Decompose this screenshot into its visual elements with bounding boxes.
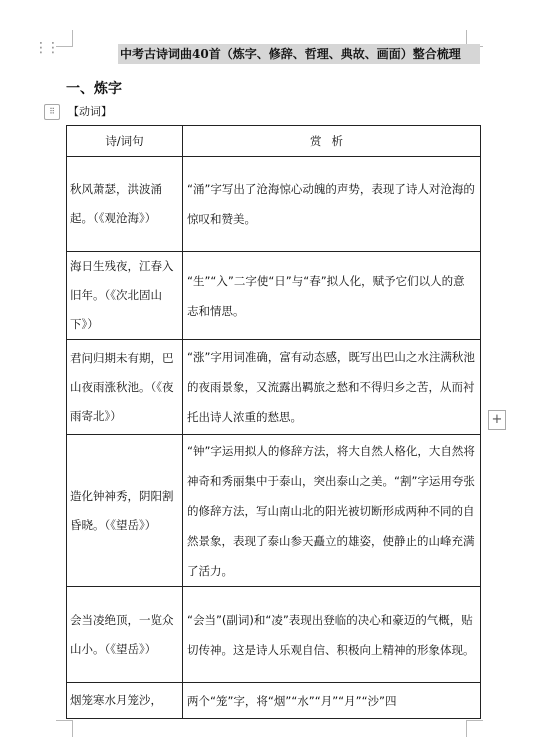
table-header-row	[67, 126, 481, 157]
section-heading: 一、炼字	[66, 81, 122, 97]
poem-cell[interactable]: 造化钟神秀，阴阳割昏晓。（《望岳》）	[67, 435, 183, 587]
add-column-button[interactable]: +	[488, 410, 506, 430]
table-row	[67, 587, 481, 683]
header-analysis: 赏析	[183, 126, 481, 157]
table-row	[67, 683, 481, 719]
analysis-cell[interactable]: 两个“笼”字，将“烟”“水”“月”“月”“沙”四	[183, 683, 481, 719]
document-title: 中考古诗词曲40首（炼字、修辞、哲理、典故、画面）整合梳理	[118, 44, 480, 64]
page-corner-mark-top-left	[56, 30, 73, 47]
poem-cell[interactable]: 烟笼寒水月笼沙，	[67, 683, 183, 719]
poem-cell[interactable]: 秋风萧瑟，洪波涌起。（《观沧海》）	[67, 157, 183, 252]
table-row	[67, 340, 481, 435]
poem-cell[interactable]: 会当凌绝顶，一览众山小。（《望岳》）	[67, 587, 183, 683]
table-handle-icon[interactable]: ⠿	[44, 104, 60, 120]
table-row	[67, 252, 481, 340]
page-corner-mark-bottom-left	[56, 720, 73, 737]
analysis-cell[interactable]: “钟”字运用拟人的修辞方法，将大自然人格化，大自然将神奇和秀丽集中于泰山，突出泰山之美。“割”字运用夸张的修辞方法，写山南山北的阳光被切断形成两种不同的自然景象，表现了泰山参天矗立的雄姿，使静止的山峰充满了活力。	[183, 435, 481, 587]
analysis-cell[interactable]: “会当”(副词)和“凌”表现出登临的决心和豪迈的气概，贴切传神。这是诗人乐观自信、积极向上精神的形象体现。	[183, 587, 481, 683]
header-poem: 诗/词句	[67, 126, 183, 157]
poem-cell[interactable]: 君问归期未有期，巴山夜雨涨秋池。（《夜雨寄北》）	[67, 340, 183, 435]
poem-cell[interactable]: 海日生残夜，江春入旧年。（《次北固山下》）	[67, 252, 183, 340]
poetry-table	[66, 125, 481, 719]
sub-heading: 【动词】	[68, 105, 112, 118]
analysis-cell[interactable]: “涨”字用词准确，富有动态感，既写出巴山之水注满秋池的夜雨景象，又流露出羁旅之愁和不得归乡之苦，从而衬托出诗人浓重的愁思。	[183, 340, 481, 435]
table-row	[67, 435, 481, 587]
analysis-cell[interactable]: “涌”字写出了沧海惊心动魄的声势，表现了诗人对沧海的惊叹和赞美。	[183, 157, 481, 252]
drag-handle-icon[interactable]: ⋮⋮	[34, 40, 58, 56]
page-corner-mark-bottom-right	[466, 720, 483, 737]
table-row	[67, 157, 481, 252]
analysis-cell[interactable]: “生”“入”二字使“日”与“春”拟人化，赋予它们以人的意志和情思。	[183, 252, 481, 340]
